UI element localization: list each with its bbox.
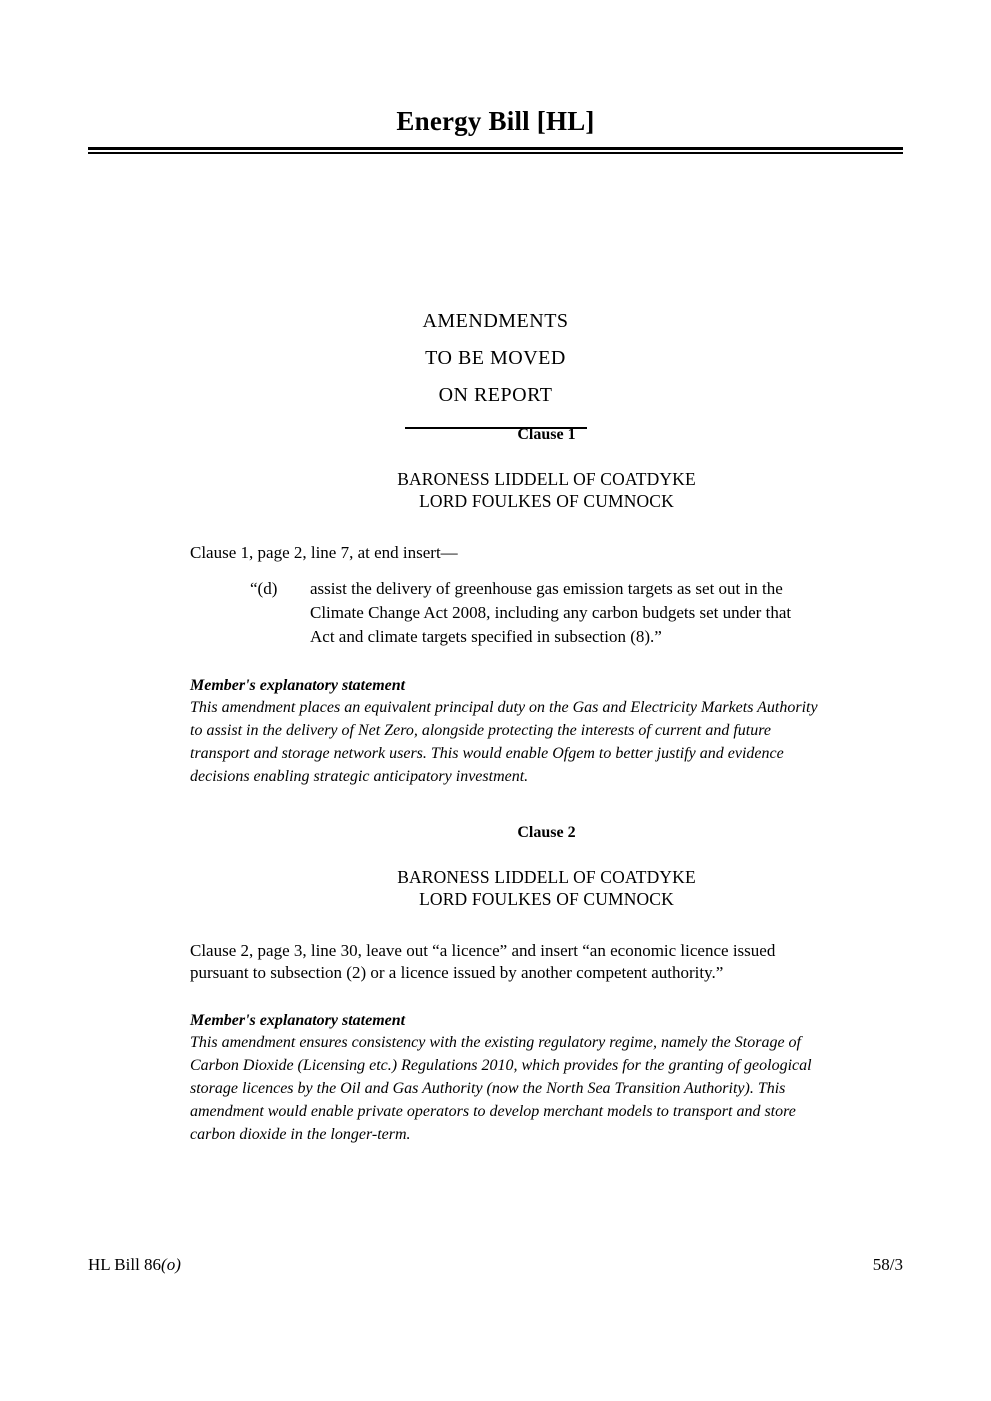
sponsor-name: LORD FOULKES OF CUMNOCK bbox=[419, 889, 674, 909]
page-title: Energy Bill [HL] bbox=[396, 106, 595, 136]
explanatory-line: This amendment ensures consistency with the existing regulatory regime, namely the Storage of bbox=[190, 1034, 801, 1051]
explanatory-statement-title: Member's explanatory statement bbox=[190, 677, 406, 694]
header-line-amendments: AMENDMENTS bbox=[422, 310, 569, 332]
clause-heading-2: Clause 2 bbox=[517, 824, 576, 841]
bill-reference-suffix: (o) bbox=[161, 1255, 181, 1274]
explanatory-line: Carbon Dioxide (Licensing etc.) Regulations 2010, which provides for the granting of geological bbox=[190, 1057, 812, 1074]
amendment-intro-line: pursuant to subsection (2) or a licence issued by another competent authority.” bbox=[190, 963, 724, 982]
explanatory-line: carbon dioxide in the longer-term. bbox=[190, 1126, 411, 1143]
explanatory-statement-body bbox=[190, 1031, 903, 1146]
sponsor-name: BARONESS LIDDELL OF COATDYKE bbox=[397, 469, 696, 489]
explanatory-line: decisions enabling strategic anticipatory investment. bbox=[190, 768, 529, 785]
inserted-text-line: Climate Change Act 2008, including any carbon budgets set under that bbox=[310, 603, 792, 622]
amendment-section-clause-2 bbox=[190, 822, 903, 1146]
explanatory-statement-body bbox=[190, 696, 903, 788]
explanatory-line: This amendment places an equivalent principal duty on the Gas and Electricity Markets Authority bbox=[190, 699, 818, 716]
header-line-on-report: ON REPORT bbox=[438, 384, 553, 406]
inserted-text-line: Act and climate targets specified in subsection (8).” bbox=[310, 627, 662, 646]
section-spacer bbox=[190, 788, 903, 822]
sponsor-list-2 bbox=[190, 866, 903, 910]
page-footer bbox=[88, 1254, 903, 1276]
document-body bbox=[190, 424, 903, 1146]
inserted-text-block-1 bbox=[190, 577, 903, 649]
sponsor-list-1 bbox=[190, 468, 903, 512]
header-line-to-be-moved: TO BE MOVED bbox=[425, 347, 566, 369]
clause-heading-1: Clause 1 bbox=[517, 426, 576, 443]
explanatory-line: amendment would enable private operators to develop merchant models to transport and store bbox=[190, 1103, 796, 1120]
explanatory-statement-title: Member's explanatory statement bbox=[190, 1012, 406, 1029]
explanatory-line: storage licences by the Oil and Gas Authority (now the North Sea Transition Authority). This bbox=[190, 1080, 786, 1097]
amendment-intro-line: Clause 2, page 3, line 30, leave out “a licence” and insert “an economic licence issued bbox=[190, 941, 776, 960]
bill-reference-label: HL Bill 86 bbox=[88, 1255, 162, 1274]
paragraph-marker-d: “(d) bbox=[250, 579, 278, 598]
title-rule-thin bbox=[88, 152, 903, 154]
bill-reference bbox=[88, 1254, 181, 1276]
amendment-intro-1: Clause 1, page 2, line 7, at end insert— bbox=[190, 543, 458, 562]
masthead bbox=[88, 104, 903, 154]
explanatory-line: transport and storage network users. This would enable Ofgem to better justify and evidence bbox=[190, 745, 784, 762]
sponsor-name: LORD FOULKES OF CUMNOCK bbox=[419, 491, 674, 511]
sponsor-name: BARONESS LIDDELL OF COATDYKE bbox=[397, 867, 696, 887]
amendment-section-clause-1 bbox=[190, 424, 903, 788]
inserted-text-lines bbox=[310, 577, 903, 649]
explanatory-statement-1 bbox=[190, 675, 903, 788]
explanatory-line: to assist in the delivery of Net Zero, alongside protecting the interests of current and future bbox=[190, 722, 771, 739]
title-double-rule bbox=[88, 147, 903, 154]
page-number: 58/3 bbox=[872, 1255, 903, 1274]
amendment-intro-2 bbox=[190, 940, 903, 984]
amendments-header bbox=[88, 303, 903, 429]
explanatory-statement-2 bbox=[190, 1010, 903, 1146]
inserted-text-line: assist the delivery of greenhouse gas emission targets as set out in the bbox=[310, 579, 783, 598]
